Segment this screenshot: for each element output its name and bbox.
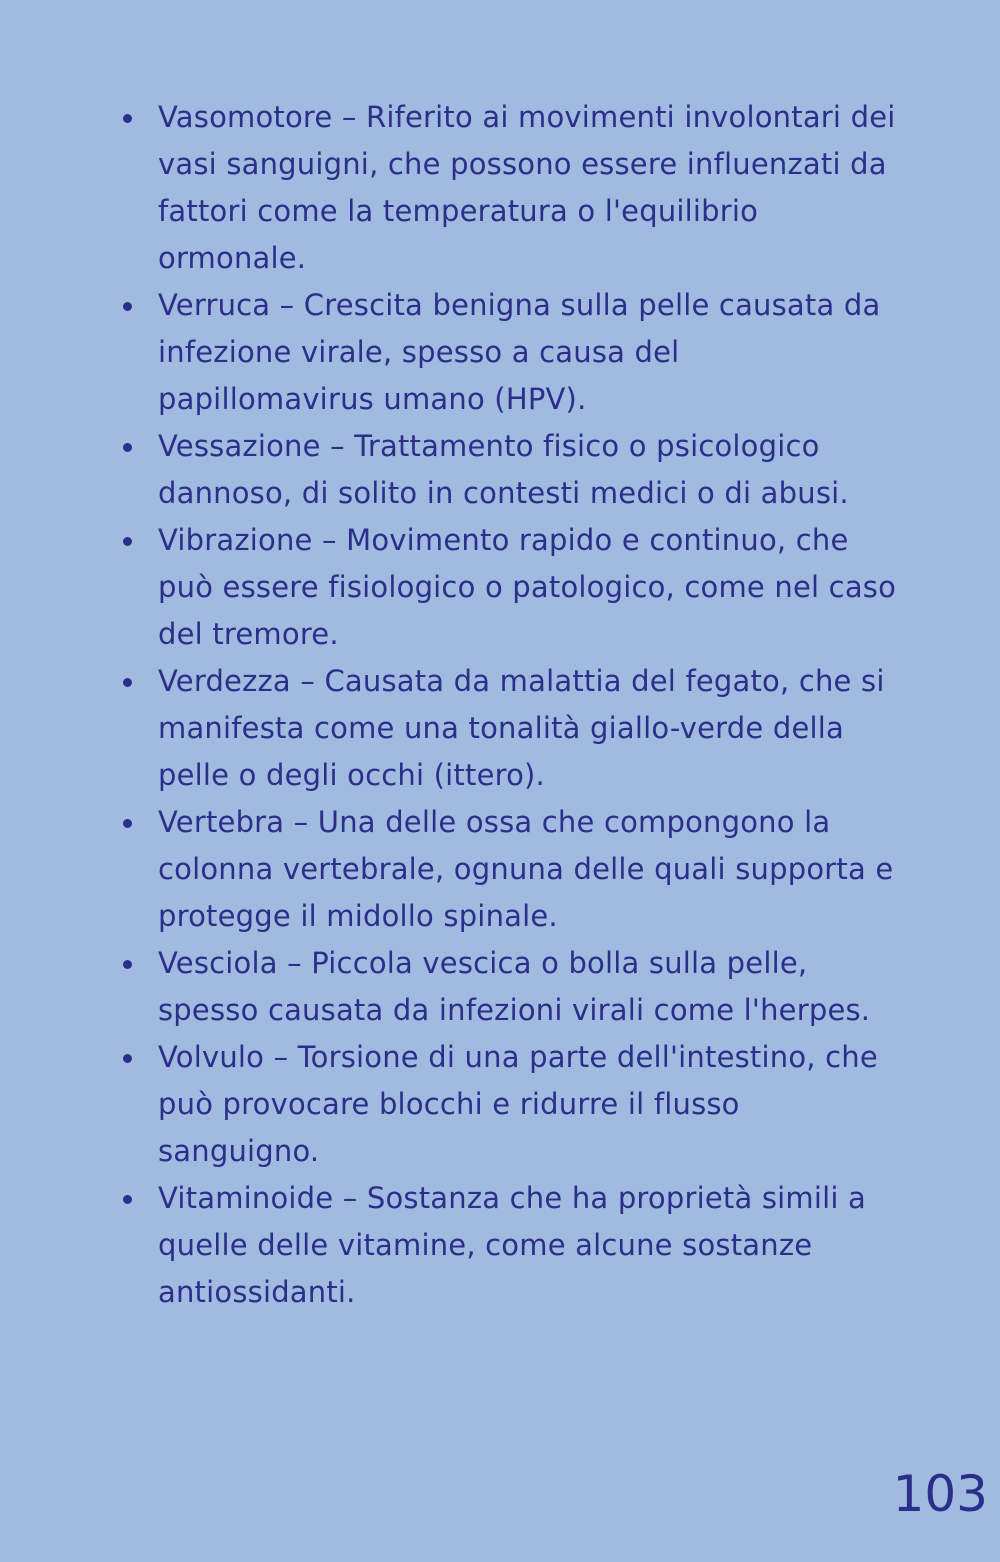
list-item xyxy=(0,423,1000,517)
list-item xyxy=(0,658,1000,799)
entry-text: Vasomotore – Riferito ai movimenti involontari dei vasi sanguigni, che possono essere influenzati da fattori come la temperatura o l'equilibrio ormonale. xyxy=(158,100,896,275)
entry-text: Vesciola – Piccola vescica o bolla sulla pelle, spesso causata da infezioni virali come l'herpes. xyxy=(158,946,871,1027)
list-item xyxy=(0,1175,1000,1316)
bullet-icon xyxy=(123,678,132,687)
entry-text: Verdezza – Causata da malattia del fegato, che si manifesta come una tonalità giallo-verde della pelle o degli occhi (ittero). xyxy=(158,664,885,792)
bullet-icon xyxy=(123,960,132,969)
list-item xyxy=(0,94,1000,282)
bullet-icon xyxy=(123,443,132,452)
glossary-list xyxy=(0,94,1000,1316)
bullet-icon xyxy=(123,819,132,828)
entry-text: Vitaminoide – Sostanza che ha proprietà simili a quelle delle vitamine, come alcune sostanze antiossidanti. xyxy=(158,1181,867,1309)
list-item xyxy=(0,517,1000,658)
entry-text: Vibrazione – Movimento rapido e continuo, che può essere fisiologico o patologico, come nel caso del tremore. xyxy=(158,523,897,651)
list-item xyxy=(0,940,1000,1034)
bullet-icon xyxy=(123,1054,132,1063)
list-item xyxy=(0,799,1000,940)
bullet-icon xyxy=(123,537,132,546)
list-item xyxy=(0,282,1000,423)
entry-text: Vertebra – Una delle ossa che compongono la colonna vertebrale, ognuna delle quali supporta e protegge il midollo spinale. xyxy=(158,805,894,933)
bullet-icon xyxy=(123,1195,132,1204)
entry-text: Verruca – Crescita benigna sulla pelle causata da infezione virale, spesso a causa del papillomavirus umano (HPV). xyxy=(158,288,881,416)
page-content xyxy=(0,94,1000,1316)
bullet-icon xyxy=(123,302,132,311)
bullet-icon xyxy=(123,114,132,123)
entry-text: Vessazione – Trattamento fisico o psicologico dannoso, di solito in contesti medici o di abusi. xyxy=(158,429,849,510)
page-number: 103 xyxy=(892,1465,988,1523)
list-item xyxy=(0,1034,1000,1175)
entry-text: Volvulo – Torsione di una parte dell'intestino, che può provocare blocchi e ridurre il flusso sanguigno. xyxy=(158,1040,878,1168)
